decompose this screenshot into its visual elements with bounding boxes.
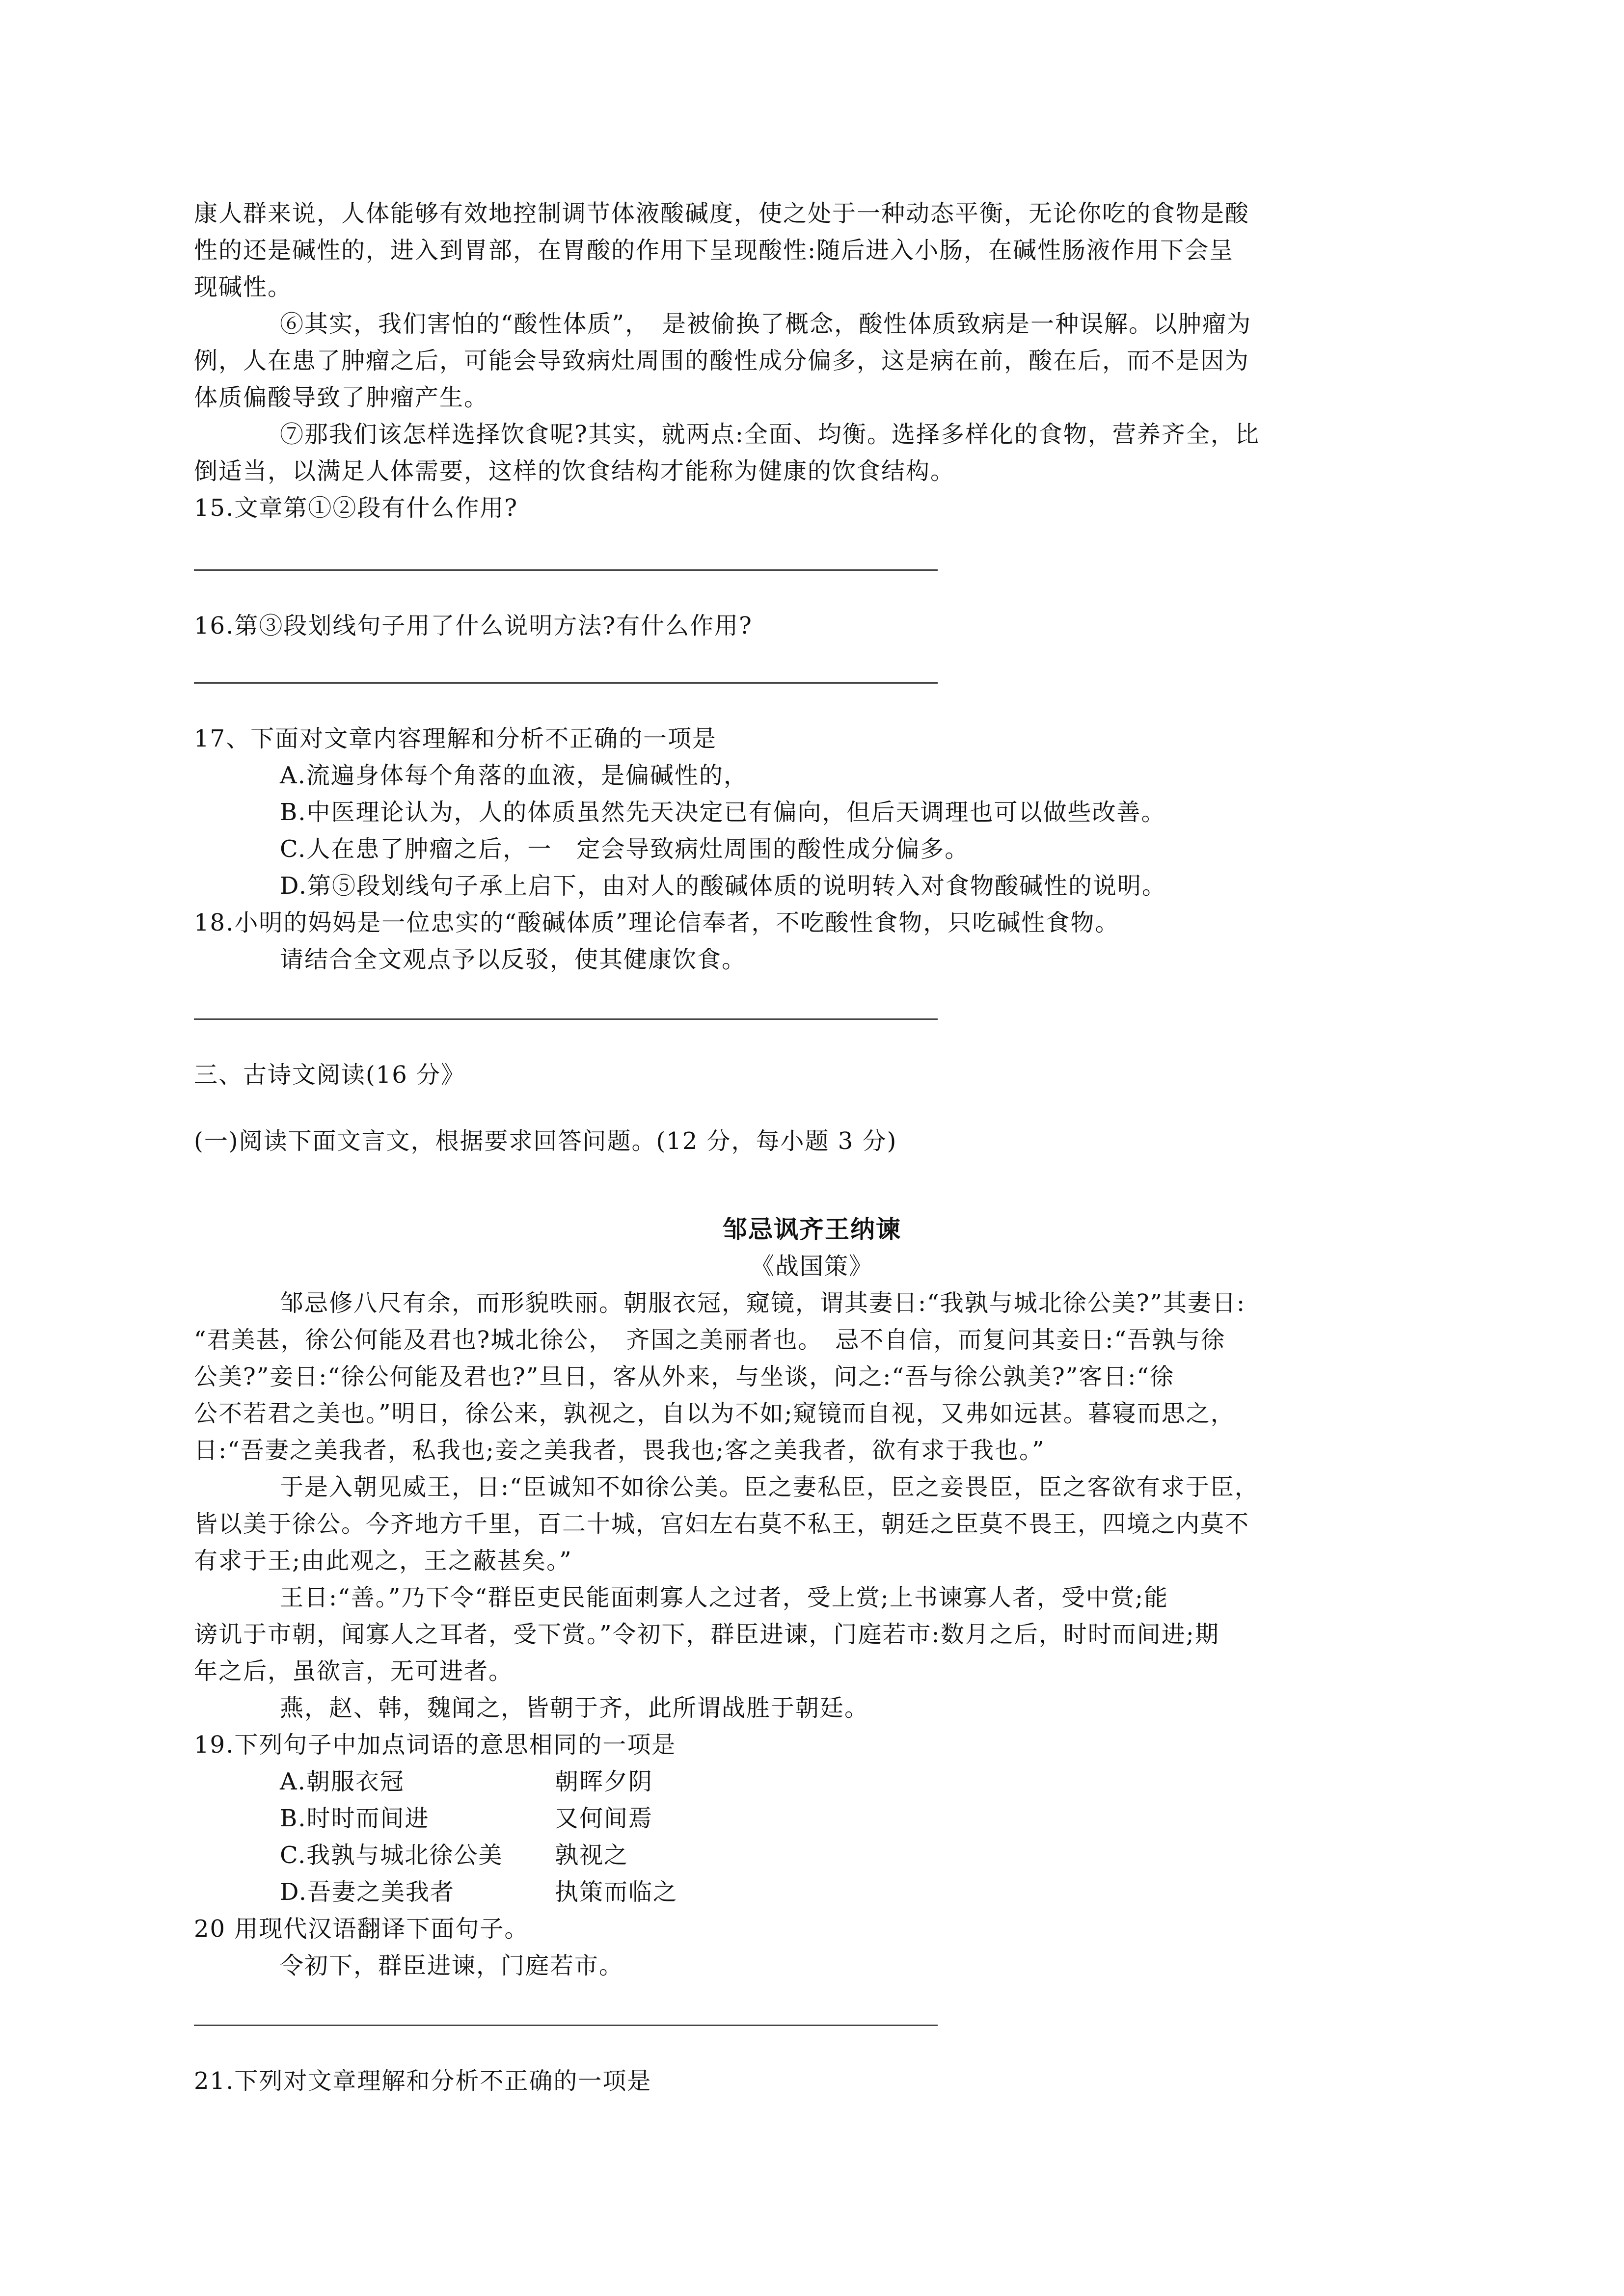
passage-p6-line-1: ⑥其实，我们害怕的“酸性体质”， 是被偷换了概念，酸性体质致病是一种误解。以肿瘤为: [280, 310, 1252, 338]
classical-source: 《战国策》: [750, 1253, 873, 1280]
passage-p7-line-2: 倒适当，以满足人体需要，这样的饮食结构才能称为健康的饮食结构。: [194, 457, 955, 485]
classical-para1-line-1: 邹忌修八尺有余，而形貌昳丽。朝服衣冠，窥镜，谓其妻日:“我孰与城北徐公美?”其妻日:: [280, 1289, 1246, 1317]
option-c-right: 孰视之: [555, 1842, 629, 1869]
passage-p5-line-2: 性的还是碱性的，进入到胃部，在胃酸的作用下呈现酸性:随后进入小肠，在碱性肠液作用下会呈: [194, 237, 1234, 264]
passage-p7-line-1: ⑦那我们该怎样选择饮食呢?其实，就两点:全面、均衡。选择多样化的食物，营养齐全，比: [280, 421, 1260, 448]
question-17-option-d: D.第⑤段划线句子承上启下，由对人的酸碱体质的说明转入对食物酸碱性的说明。: [280, 872, 1167, 900]
option-d-right: 执策而临之: [555, 1878, 678, 1906]
question-21-stem: 21.下列对文章理解和分析不正确的一项是: [194, 2067, 652, 2095]
passage-p5-line-1: 康人群来说，人体能够有效地控制调节体液酸碱度，使之处于一种动态平衡，无论你吃的食物是酸: [194, 200, 1250, 227]
passage-p6-line-3: 体质偏酸导致了肿瘤产生。: [194, 384, 489, 411]
question-16: 16.第③段划线句子用了什么说明方法?有什么作用?: [194, 612, 753, 640]
question-18-prompt: 请结合全文观点予以反驳，使其健康饮食。: [280, 946, 747, 973]
question-20-stem: 20 用现代汉语翻译下面句子。: [194, 1915, 529, 1943]
option-b-right: 又何间焉: [555, 1805, 653, 1832]
classical-para3-line-1: 王日:“善。”乃下令“群臣吏民能面刺寡人之过者，受上赏;上书谏寡人者，受中赏;能: [280, 1584, 1169, 1611]
answer-line-16[interactable]: [194, 682, 938, 684]
question-17-option-b: B.中医理论认为，人的体质虽然先天决定已有偏向，但后天调理也可以做些改善。: [280, 799, 1166, 826]
passage-p5-line-3: 现碱性。: [194, 273, 293, 301]
option-a-left: A.朝服衣冠: [280, 1768, 405, 1795]
answer-line-18[interactable]: [194, 1018, 938, 1020]
answer-line-20[interactable]: [194, 2025, 938, 2026]
option-c-left: C.我孰与城北徐公美: [280, 1842, 503, 1869]
classical-para3-line-3: 年之后，虽欲言，无可进者。: [194, 1657, 514, 1685]
question-17-option-a: A.流遍身体每个角落的血液，是偏碱性的，: [280, 762, 748, 789]
classical-para4: 燕，赵、韩，魏闻之，皆朝于齐，此所谓战胜于朝廷。: [280, 1694, 869, 1722]
question-19-option-a: [280, 1767, 653, 1796]
section-3-heading: 三、古诗文阅读(16 分》: [194, 1061, 466, 1089]
question-17-option-c: C.人在患了肿瘤之后，一 定会导致病灶周围的酸性成分偏多。: [280, 835, 970, 863]
question-20-sentence: 令初下，群臣进谏，门庭若市。: [280, 1952, 624, 1979]
question-18-stem: 18.小明的妈妈是一位忠实的“酸碱体质”理论信奉者，不吃酸性食物，只吃碱性食物。: [194, 909, 1120, 936]
classical-para1-line-5: 日:“吾妻之美我者，私我也;妾之美我者，畏我也;客之美我者，欲有求于我也。”: [194, 1437, 1045, 1464]
section-3-part-1-instructions: (一)阅读下面文言文，根据要求回答问题。(12 分，每小题 3 分): [194, 1127, 897, 1155]
question-19-option-d: [280, 1877, 677, 1907]
option-b-left: B.时时而间进: [280, 1805, 430, 1832]
classical-para2-line-2: 皆以美于徐公。今齐地方千里，百二十城，宫妇左右莫不私王，朝廷之臣莫不畏王，四境之内莫不: [194, 1510, 1250, 1538]
question-19-stem: 19.下列句子中加点词语的意思相同的一项是: [194, 1731, 677, 1759]
answer-line-15[interactable]: [194, 569, 938, 571]
classical-para2-line-1: 于是入朝见威王，日:“臣诚知不如徐公美。臣之妻私臣，臣之妾畏臣，臣之客欲有求于臣，: [280, 1473, 1259, 1501]
question-19-option-b: [280, 1804, 653, 1833]
question-15: 15.文章第①②段有什么作用?: [194, 494, 518, 522]
classical-para3-line-2: 谤讥于市朝，闻寡人之耳者，受下赏。”令初下，群臣进谏，门庭若市:数月之后，时时而间进;期: [194, 1621, 1219, 1648]
question-17-stem: 17、下面对文章内容理解和分析不正确的一项是: [194, 725, 717, 752]
option-d-left: D.吾妻之美我者: [280, 1878, 455, 1906]
question-19-option-c: [280, 1841, 628, 1870]
classical-para1-line-2: “君美甚，徐公何能及君也?城北徐公， 齐国之美丽者也。 忌不自信，而复问其妾日:“吾孰与徐: [194, 1326, 1225, 1354]
classical-title: 邹忌讽齐王纳谏: [723, 1215, 901, 1244]
passage-p6-line-2: 例，人在患了肿瘤之后，可能会导致病灶周围的酸性成分偏多，这是病在前，酸在后，而不是因为: [194, 347, 1250, 374]
classical-para1-line-4: 公不若君之美也。”明日，徐公来，孰视之，自以为不如;窥镜而自视，又弗如远甚。暮寝而思之，: [194, 1400, 1235, 1427]
classical-para2-line-3: 有求于王;由此观之，王之蔽甚矣。”: [194, 1547, 572, 1575]
option-a-right: 朝晖夕阴: [555, 1768, 653, 1795]
classical-para1-line-3: 公美?”妾日:“徐公何能及君也?”旦日，客从外来，与坐谈，问之:“吾与徐公孰美?”客日:“徐: [194, 1363, 1174, 1390]
